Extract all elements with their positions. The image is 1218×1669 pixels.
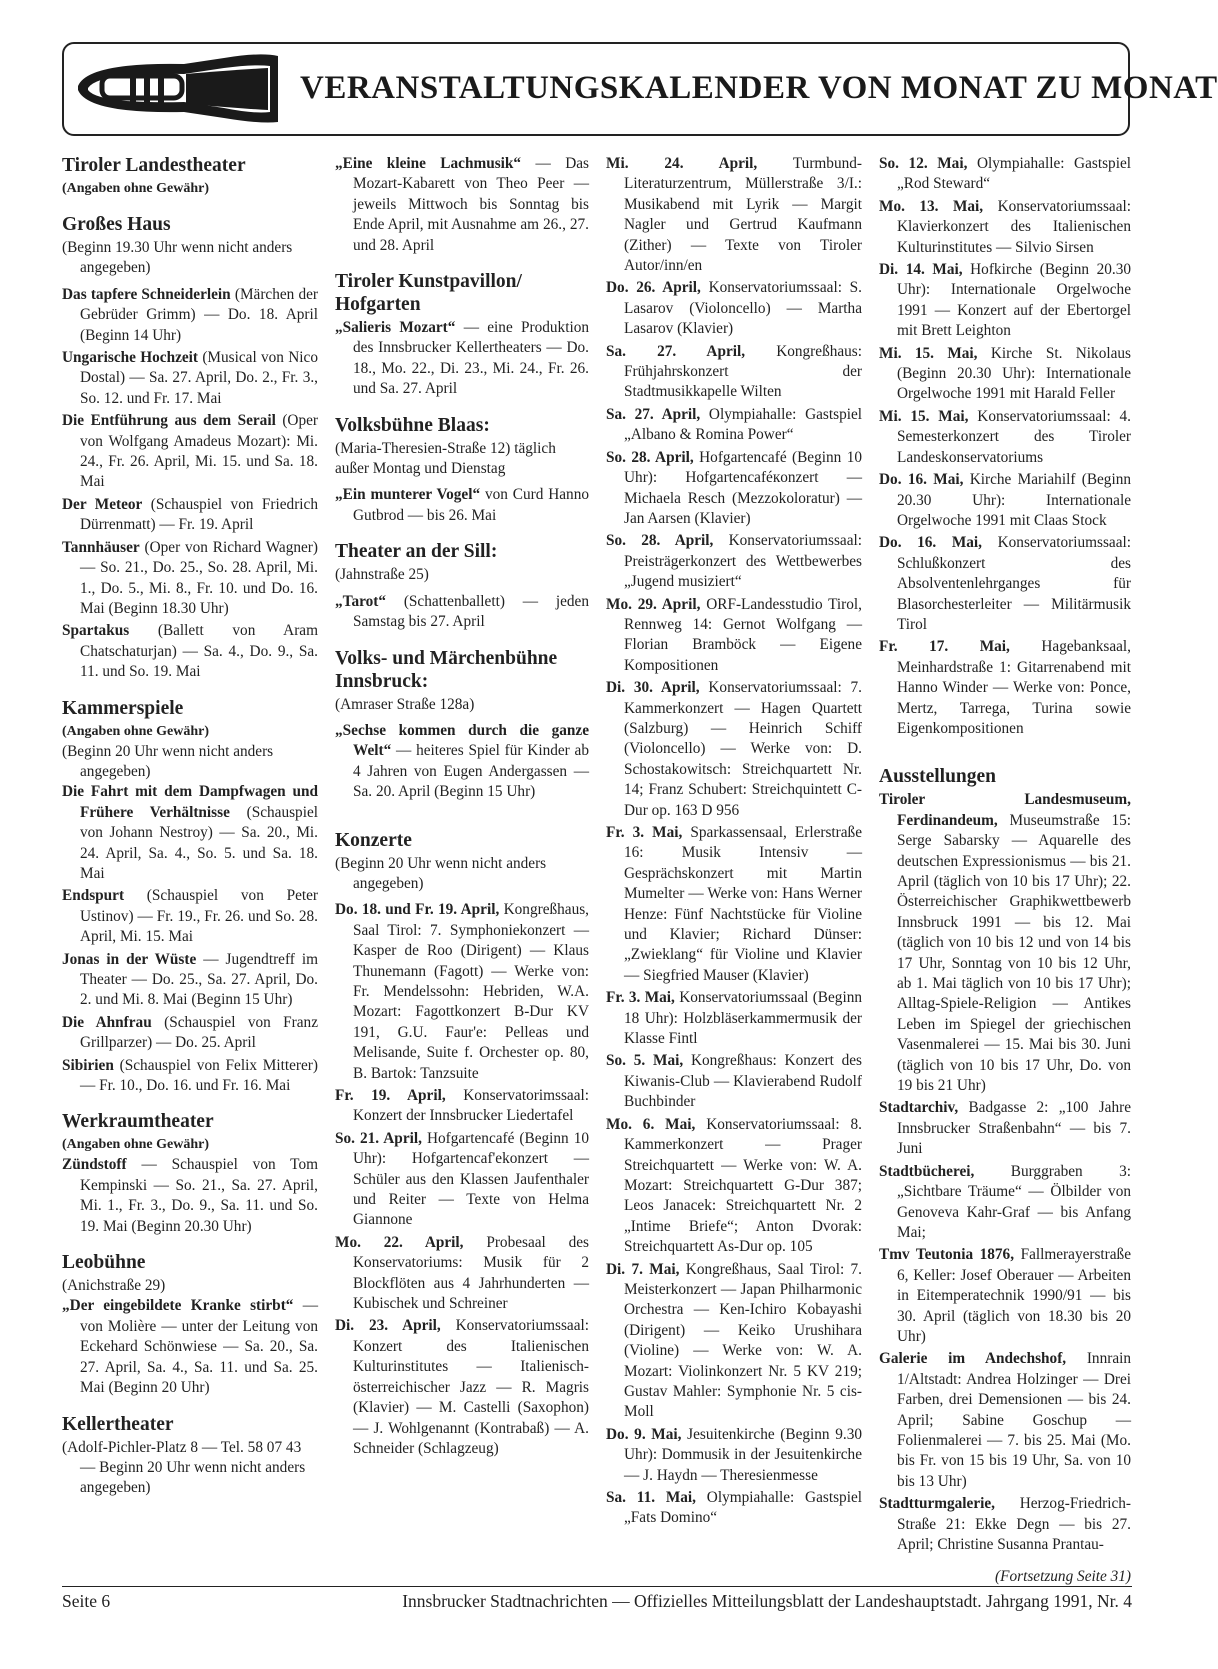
section-note: (Beginn 20 Uhr wenn nicht anders angegeben) <box>335 854 547 892</box>
list-item: Fr. 19. April, Konservatorimssaal: Konzert der Innsbrucker Liedertafel <box>335 1087 589 1125</box>
section-subtitle: (Angaben ohne Gewähr) <box>62 1137 210 1153</box>
list-item: „Tarot“ (Schattenballett) — jeden Samstag bis 27. April <box>335 592 589 631</box>
section-subtitle: (Angaben ohne Gewähr) <box>62 723 210 739</box>
list-item: Tiroler Landesmuseum, Ferdinandeum, Museumstraße 15: Serge Sabarsky — Aquarelle des deutschen Expressionismus — bis 21. April (täglich von 10 bis 17 Uhr); 22. Österreichischer Graphikwettbewerb Innsbruck 1991 — bis 12. Mai (täglich von 10 bis 12 und von 14 bis 17 Uhr, Sonntag von 10 bis 12 Uhr, ab 1. Mai täglich von 10 bis 17 Uhr); Alltag-Spiele-Religion — Antikes Leben im Spiegel der griechischen Vasenmalerei — 15. Mai bis 30. Juni (täglich von 10 bis 17 Uhr, Do. von 19 bis 21 Uhr) <box>879 791 1131 1095</box>
list-item: Di. 23. April, Konservatoriumssaal: Konzert des Italienischen Kulturinstitutes — Italienisch-österreichischer Jazz — R. Magris (Klavier) — M. Castelli (Saxophon) — J. Wohlgenannt (Kontrabaß) — A. Schneider (Schlagzeug) <box>335 1317 590 1457</box>
list-item: Zündstoff — Schauspiel von Tom Kempinski — So. 21., Sa. 27. April, Mi. 1., Fr. 3., Do. 9., Sa. 11. und So. 19. Mai (Beginn 20.30 Uhr) <box>62 1156 318 1235</box>
column-1 <box>62 154 318 1544</box>
section-title: Kammerspiele <box>62 697 184 719</box>
list-item: Mo. 29. April, ORF-Landesstudio Tirol, Rennweg 14: Gernot Wolfgang — Florian Bramböck — Eigene Kompositionen <box>606 595 862 674</box>
section-title: Kellertheater <box>62 1413 174 1435</box>
list-item: Galerie im Andechshof, Innrain 1/Altstadt: Andrea Holzinger — Drei Farben, drei Demensionen — bis 24. April; Sabine Goschup — Folienmalerei — 7. bis 25. Mai (Mo. bis Fr. von 15 bis 19 Uhr, Sa. von 10 bis 13 Uhr) <box>879 1350 1132 1490</box>
column-4 <box>879 154 1132 1586</box>
section-title: Tiroler Landestheater <box>62 155 246 176</box>
list-item: So. 28. April, Konservatoriumssaal: Preisträgerkonzert des Wettbewerbes „Jugend musiziert“ <box>606 532 863 591</box>
list-item: Fr. 17. Mai, Hagebanksaal, Meinhardstraße 1: Gitarrenabend mit Hanno Winder — Werke von: Ponce, Mertz, Tarrega, Turina sowie Eigenkompositionen <box>879 638 1131 737</box>
list-item: Der Meteor (Schauspiel von Friedrich Dürrenmatt) — Fr. 19. April <box>62 495 318 534</box>
section-note: (Anichstraße 29) <box>62 1277 166 1295</box>
list-item: Tmv Teutonia 1876, Fallmerayerstraße 6, Keller: Josef Oberauer — Arbeiten in Eitemperatechnik 1990/91 — bis 30. April (täglich von 18.30 bis 20 Uhr) <box>879 1246 1131 1345</box>
list-item: Die Fahrt mit dem Dampfwagen und Frühere Verhältnisse (Schauspiel von Johann Nestroy) — Sa. 20., Mi. 24. April, Sa. 4., So. 5. und Sa. 18. Mai <box>62 783 318 882</box>
list-item: Endspurt (Schauspiel von Peter Ustinov) — Fr. 19., Fr. 26. und So. 28. April, Mi. 15. Mai <box>62 887 318 946</box>
list-item: Jonas in der Wüste — Jugendtreff im Theater — Do. 25., Sa. 27. April, Do. 2. und Mi. 8. Mai (Beginn 15 Uhr) <box>62 950 318 1009</box>
section-title: Leobühne <box>62 1252 146 1274</box>
list-item: „Ein munterer Vogel“ von Curd Hanno Gutbrod — bis 26. Mai <box>335 486 589 524</box>
list-item: „Eine kleine Lachmusik“ — Das Mozart-Kabarett von Theo Peer — jeweils Mittwoch bis Sonntag bis Ende April, mit Ausnahme am 26., 27. und 28. April <box>335 155 589 254</box>
list-item: Mo. 6. Mai, Konservatoriumssaal: 8. Kammerkonzert — Prager Streichquartett — Werke von: W. A. Mozart: Streichquartett G-Dur 387; Leos Janacek: Streichquartett Nr. 2 „Intime Briefe“; Anton Dvorak: Streichquartett As-Dur op. 105 <box>606 1115 862 1256</box>
list-item: Stadtbücherei, Burggraben 3: „Sichtbare Träume“ — Ölbilder von Genoveva Kahr-Graf — bis Anfang Mai; <box>879 1162 1131 1241</box>
section-note: (Jahnstraße 25) <box>335 566 429 584</box>
continuation-note: (Fortsetzung Seite 31) <box>995 1568 1131 1586</box>
list-item: Di. 30. April, Konservatoriumssaal: 7. Kammerkonzert — Hagen Quartett (Salzburg) — Heinrich Schiff (Violoncello) — Werke von: D. Schostakowitsch: Streichquartett Nr. 14; Franz Schubert: Streichquintett C-Dur op. 163 D 956 <box>606 679 863 819</box>
publication-line: Innsbrucker Stadtnachrichten — Offizielles Mitteilungsblatt der Landeshauptstadt. Jahrgang 1991, Nr. 4 <box>402 1591 1132 1611</box>
list-item: Die Entführung aus dem Serail (Oper von Wolfgang Amadeus Mozart): Mi. 24., Fr. 26. April, Mi. 15. und Sa. 18. Mai <box>62 412 318 491</box>
list-item: Mi. 15. Mai, Kirche St. Nikolaus (Beginn 20.30 Uhr): Internationale Orgelwoche 1991 mit Harald Feller <box>879 344 1131 403</box>
list-item: Fr. 3. Mai, Konservatoriumssaal (Beginn 18 Uhr): Holzbläserkammermusik der Klasse Fintl <box>606 989 862 1048</box>
section-title: Ausstellungen <box>879 766 997 788</box>
column-2 <box>335 154 589 1544</box>
list-item: Mo. 22. April, Probesaal des Konservatoriums: Musik für 2 Blockflöten aus 4 Jahrhunderten — Kubischek und Schreiner <box>335 1233 589 1313</box>
header-banner <box>62 42 1218 136</box>
list-item: Sa. 27. April, Olympiahalle: Gastspiel „Albano & Romina Power“ <box>606 405 863 444</box>
list-item: Mi. 15. Mai, Konservatoriumssaal: 4. Semesterkonzert des Tiroler Landeskonservatoriums <box>879 407 1131 466</box>
list-item: So. 21. April, Hofgartencafé (Beginn 10 Uhr): Hofgartencaf'ekonzert — Schüler aus den Klassen Jaufenthaler und Reiter — Texte von Helma Giannone <box>335 1129 589 1229</box>
list-item: „Sechse kommen durch die ganze Welt“ — heiteres Spiel für Kinder ab 4 Jahren von Eugen Andergassen — Sa. 20. April (Beginn 15 Uhr) <box>335 721 589 801</box>
section-title: Großes Haus <box>62 214 171 235</box>
list-item: Stadtarchiv, Badgasse 2: „100 Jahre Innsbrucker Straßenbahn“ — bis 7. Juni <box>879 1099 1131 1158</box>
section-note: (Maria-Theresien-Straße 12) täglich außer Montag und Dienstag <box>335 439 556 478</box>
column-3 <box>606 154 862 1544</box>
section-title: Tiroler Kunstpavillon/ Hofgarten <box>335 271 522 316</box>
list-item: Do. 9. Mai, Jesuitenkirche (Beginn 9.30 Uhr): Dommusik in der Jesuitenkirche — J. Haydn — Theresienmesse <box>606 1425 862 1484</box>
list-item: Tannhäuser (Oper von Richard Wagner) — So. 21., Do. 25., So. 28. April, Mi. 1., Do. 5., Mi. 8., Fr. 10. und Do. 16. Mai (Beginn 18.30 Uhr) <box>62 538 318 617</box>
section-note: (Beginn 19.30 Uhr wenn nicht anders angegeben) <box>62 239 293 277</box>
list-item: Ungarische Hochzeit (Musical von Nico Dostal) — Sa. 27. April, Do. 2., Fr. 3., So. 12. und Fr. 17. Mai <box>62 349 318 407</box>
list-item: Di. 7. Mai, Kongreßhaus, Saal Tirol: 7. Meisterkonzert — Japan Philharmonic Orchestra — Ken-Ichiro Kobayashi (Dirigent) — Keiko Urushihara (Violine) — Werke von: W. A. Mozart: Violinkonzert Nr. 5 KV 219; Gustav Mahler: Symphonie Nr. 5 cis-Moll <box>606 1260 863 1421</box>
list-item: So. 12. Mai, Olympiahalle: Gastspiel „Rod Steward“ <box>879 155 1131 193</box>
list-item: So. 28. April, Hofgartencafé (Beginn 10 Uhr): Hofgartencaféкonzert — Michaela Resch (Mezzokoloratur) — Jan Aarsen (Klavier) <box>606 448 862 527</box>
list-item: Stadtturmgalerie, Herzog-Friedrich-Straße 21: Ekke Degn — bis 27. April; Christine Susanna Prantau- <box>879 1495 1131 1553</box>
list-item: Do. 26. April, Konservatoriumssaal: S. Lasarov (Violoncello) — Martha Lasarov (Klavier) <box>606 279 862 338</box>
list-item: Spartakus (Ballett von Aram Chatschaturjan) — Sa. 4., Do. 9., Sa. 11. und So. 19. Mai <box>62 622 318 681</box>
page-footer <box>62 1586 1132 1611</box>
list-item: Do. 16. Mai, Kirche Mariahilf (Beginn 20.30 Uhr): Internationale Orgelwoche 1991 mit Claas Stock <box>879 471 1132 529</box>
section-subtitle: (Angaben ohne Gewähr) <box>62 181 210 196</box>
list-item: Sa. 27. April, Kongreßhaus: Frühjahrskonzert der Stadtmusikkapelle Wilten <box>606 342 863 401</box>
trumpet-icon <box>74 52 286 126</box>
list-item: Das tapfere Schneiderlein (Märchen der Gebrüder Grimm) — Do. 18. April (Beginn 14 Uhr) <box>62 285 319 344</box>
page-number: Seite 6 <box>62 1591 111 1611</box>
list-item: Do. 16. Mai, Konservatoriumssaal: Schlußkonzert des Absolventenlehrganges für Blasorchesterleiter — Militärmusik Tirol <box>879 534 1132 633</box>
list-item: Mo. 13. Mai, Konservatoriumssaal: Klavierkonzert des Italienischen Kulturinstitutes — Silvio Sirsen <box>879 197 1132 256</box>
section-title: Volks- und Märchenbühne Innsbruck: <box>335 647 558 692</box>
section-note: (Adolf-Pichler-Platz 8 — Tel. 58 07 43 — Beginn 20 Uhr wenn nicht anders angegeben) <box>62 1438 306 1497</box>
list-item: Fr. 3. Mai, Sparkassensaal, Erlerstraße 16: Musik Intensiv — Gesprächskonzert mit Martin Mumelter — Werke von: Hans Werner Henze: Fünf Nachtstücke für Violine und Klavier; Richard Dünser: „Zwieklang“ für Violine und Klavier — Siegfried Mauser (Klavier) <box>606 824 862 984</box>
calendar-title: VERANSTALTUNGSKALENDER VON MONAT ZU MONAT <box>300 70 1218 106</box>
section-note: (Amraser Straße 128a) <box>335 695 475 713</box>
list-item: „Salieris Mozart“ — eine Produktion des Innsbrucker Kellertheaters — Do. 18., Mo. 22., Di. 23., Mi. 24., Fr. 26. und Sa. 27. April <box>335 319 589 398</box>
list-item: Sibirien (Schauspiel von Felix Mitterer) — Fr. 10., Do. 16. und Fr. 16. Mai <box>62 1056 318 1095</box>
section-title: Werkraumtheater <box>62 1111 214 1133</box>
section-title: Konzerte <box>335 829 412 851</box>
list-item: Mi. 24. April, Turmbund-Literaturzentrum, Müllerstraße 3/I.: Musikabend mit Lyrik — Margit Nagler und Gertrud Kaufmann (Zither) — Texte von Tiroler Autor/inn/en <box>606 155 863 275</box>
list-item: Di. 14. Mai, Hofkirche (Beginn 20.30 Uhr): Internationale Orgelwoche 1991 — Konzert auf der Ebertorgel mit Brett Leighton <box>879 261 1131 340</box>
list-item: Sa. 11. Mai, Olympiahalle: Gastspiel „Fats Domino“ <box>606 1489 862 1527</box>
section-title: Volksbühne Blaas: <box>335 414 490 436</box>
list-item: Die Ahnfrau (Schauspiel von Franz Grillparzer) — Do. 25. April <box>62 1013 318 1052</box>
list-item: „Der eingebildete Kranke stirbt“ — von Molière — unter der Leitung von Eckehard Schönwiese — Sa. 20., Sa. 27. April, Sa. 4., Sa. 11. und Sa. 25. Mai (Beginn 20 Uhr) <box>62 1297 318 1397</box>
section-note: (Beginn 20 Uhr wenn nicht anders angegeben) <box>62 742 274 780</box>
list-item: So. 5. Mai, Kongreßhaus: Konzert des Kiwanis-Club — Klavierabend Rudolf Buchbinder <box>606 1052 862 1111</box>
section-title: Theater an der Sill: <box>335 541 498 563</box>
list-item: Do. 18. und Fr. 19. April, Kongreßhaus, Saal Tirol: 7. Symphoniekonzert — Kasper de Roo (Dirigent) — Klaus Thunemann (Fagott) — Werke von: Fr. Mendelssohn: Hebriden, W.A. Mozart: Fagottkonzert B-Dur KV 191, G.U. Faur'e: Pelleas und Melisande, Suite f. Orchester op. 80, B. Bartok: Tanzsuite <box>335 901 589 1082</box>
